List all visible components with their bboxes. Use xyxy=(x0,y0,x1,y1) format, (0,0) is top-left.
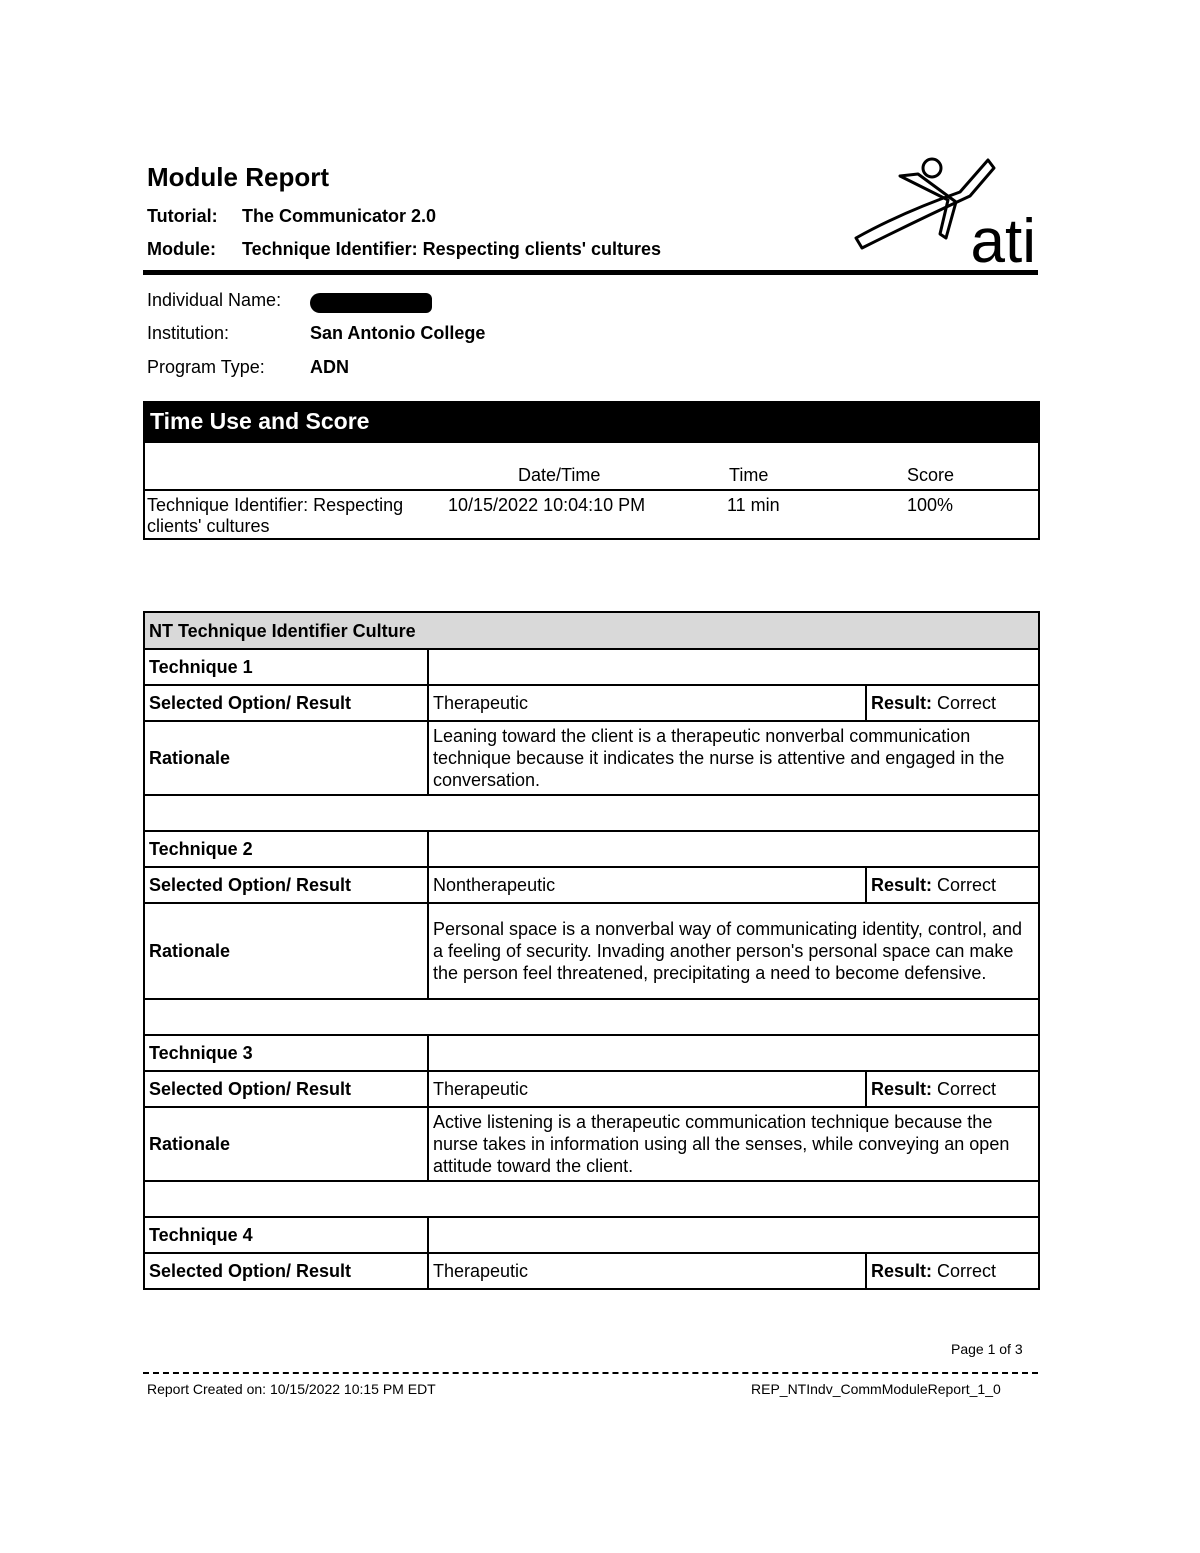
column-score: Score xyxy=(907,465,955,485)
result-cell xyxy=(866,1253,1039,1289)
logo-text: ati xyxy=(970,207,1036,270)
result-label: Result: xyxy=(871,1079,933,1099)
tutorial-row xyxy=(147,206,436,227)
result-label: Result: xyxy=(871,693,933,713)
result-value: Correct xyxy=(937,875,997,895)
result-cell xyxy=(866,867,1039,903)
selected-option-label: Selected Option/ Result xyxy=(144,685,428,721)
technique-blank-cell xyxy=(428,1217,1039,1253)
selected-option-value: Therapeutic xyxy=(428,1071,866,1107)
program-type-row xyxy=(147,357,349,378)
technique-table xyxy=(143,611,1040,1290)
result-value: Correct xyxy=(937,1079,997,1099)
institution-value: San Antonio College xyxy=(310,323,486,343)
rationale-text: Personal space is a nonverbal way of communicating identity, control, and a feeling of security. Invading another person's personal space can make the person feel threatened, precipitating a need to become defensive. xyxy=(428,903,1039,999)
rationale-text: Active listening is a therapeutic communication technique because the nurse takes in information using all the senses, while conveying an open attitude toward the client. xyxy=(428,1107,1039,1181)
tutorial-label: Tutorial: xyxy=(147,206,218,226)
rationale-label: Rationale xyxy=(144,903,428,999)
selected-option-value: Nontherapeutic xyxy=(428,867,866,903)
technique-title: Technique 2 xyxy=(144,831,428,867)
technique-table-heading: NT Technique Identifier Culture xyxy=(144,612,1039,649)
redacted-name xyxy=(310,293,432,313)
result-label: Result: xyxy=(871,875,933,895)
selected-option-label: Selected Option/ Result xyxy=(144,1071,428,1107)
report-id: REP_NTIndv_CommModuleReport_1_0 xyxy=(751,1381,1001,1397)
footer-dashed-rule xyxy=(143,1372,1038,1374)
selected-option-label: Selected Option/ Result xyxy=(144,867,428,903)
result-value: Correct xyxy=(937,693,997,713)
individual-name-row xyxy=(147,290,310,311)
logo-head-shape xyxy=(923,159,941,177)
rationale-text: Leaning toward the client is a therapeutic nonverbal communication technique because it indicates the nurse is attentive and engaged in the conversation. xyxy=(428,721,1039,795)
row-name-line2: clients' cultures xyxy=(147,516,270,536)
module-value: Technique Identifier: Respecting clients' cultures xyxy=(242,239,662,259)
result-cell xyxy=(866,685,1039,721)
ati-logo xyxy=(848,152,1040,270)
spacer-row xyxy=(144,1181,1039,1217)
institution-row xyxy=(147,323,485,344)
column-datetime: Date/Time xyxy=(518,465,601,485)
module-label: Module: xyxy=(147,239,216,259)
page-title: Module Report xyxy=(147,162,329,192)
technique-title: Technique 1 xyxy=(144,649,428,685)
selected-option-value: Therapeutic xyxy=(428,1253,866,1289)
row-time: 11 min xyxy=(727,495,780,515)
technique-title: Technique 4 xyxy=(144,1217,428,1253)
time-score-column-headers xyxy=(145,443,1038,491)
selected-option-value: Therapeutic xyxy=(428,685,866,721)
technique-blank-cell xyxy=(428,649,1039,685)
page-number: Page 1 of 3 xyxy=(951,1341,1023,1357)
header-rule xyxy=(143,270,1038,275)
time-score-section xyxy=(143,401,1040,540)
individual-name-label: Individual Name: xyxy=(147,290,282,310)
technique-blank-cell xyxy=(428,831,1039,867)
row-score: 100% xyxy=(907,495,954,515)
result-cell xyxy=(866,1071,1039,1107)
column-time: Time xyxy=(729,465,769,485)
spacer-row xyxy=(144,999,1039,1035)
logo-figure-shape xyxy=(900,174,956,238)
rationale-label: Rationale xyxy=(144,721,428,795)
rationale-label: Rationale xyxy=(144,1107,428,1181)
institution-label: Institution: xyxy=(147,323,230,343)
result-value: Correct xyxy=(937,1261,997,1281)
row-datetime: 10/15/2022 10:04:10 PM xyxy=(448,495,646,515)
selected-option-label: Selected Option/ Result xyxy=(144,1253,428,1289)
tutorial-value: The Communicator 2.0 xyxy=(242,206,437,226)
program-type-value: ADN xyxy=(310,357,349,377)
time-score-heading: Time Use and Score xyxy=(145,403,1038,443)
technique-blank-cell xyxy=(428,1035,1039,1071)
module-row xyxy=(147,239,661,260)
report-created: Report Created on: 10/15/2022 10:15 PM EDT xyxy=(147,1381,436,1397)
row-name-line1: Technique Identifier: Respecting xyxy=(147,495,404,515)
result-label: Result: xyxy=(871,1261,933,1281)
technique-title: Technique 3 xyxy=(144,1035,428,1071)
spacer-row xyxy=(144,795,1039,831)
program-type-label: Program Type: xyxy=(147,357,265,377)
